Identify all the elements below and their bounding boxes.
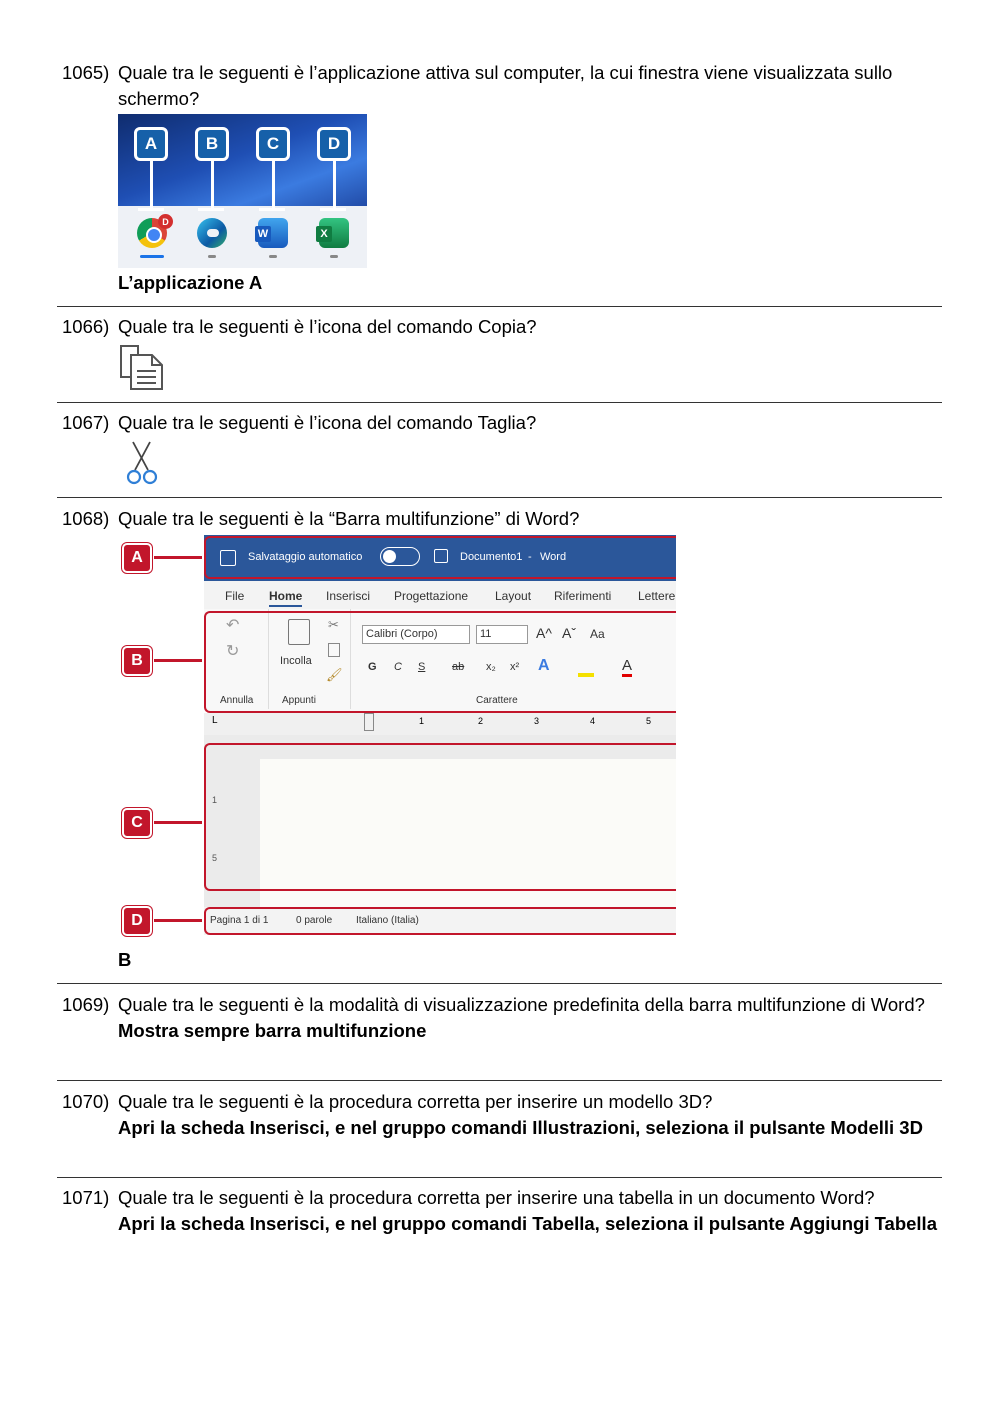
word-screenshot — [118, 535, 676, 937]
app-name: Word — [540, 551, 567, 563]
answer-1065 — [62, 270, 942, 296]
underline-button[interactable]: S — [418, 661, 426, 673]
separator — [57, 1177, 942, 1178]
font-select[interactable]: Calibri (Corpo) — [362, 625, 470, 644]
autosave-label: Salvataggio automatico — [248, 551, 363, 563]
bold-button[interactable]: G — [368, 661, 377, 673]
answer-text: Apri la scheda Inserisci, e nel gruppo comandi Illustrazioni, seleziona il pulsante Modelli 3D — [118, 1117, 923, 1138]
separator — [57, 402, 942, 403]
tab-inserisci[interactable]: Inserisci — [326, 589, 371, 603]
active-indicator — [140, 255, 164, 258]
question-1069 — [62, 992, 942, 1044]
status-page: Pagina 1 di 1 — [210, 915, 269, 926]
separator — [57, 497, 942, 498]
tab-progettazione[interactable]: Progettazione — [394, 589, 469, 603]
label-a-badge: A — [122, 543, 152, 573]
paste-label[interactable]: Incolla — [280, 655, 312, 667]
label-b-badge: B — [195, 127, 229, 161]
scissors-icon — [124, 440, 160, 486]
italic-button[interactable]: C — [394, 661, 402, 673]
question-text: Quale tra le seguenti è la modalità di visualizzazione predefinita della barra multifunzione di Word? — [118, 994, 925, 1015]
separator — [57, 306, 942, 307]
font-size-select[interactable]: 11 — [476, 625, 528, 644]
label-c-badge: C — [256, 127, 290, 161]
excel-icon[interactable]: X — [319, 218, 349, 248]
question-number: 1069) — [62, 994, 110, 1015]
question-1066 — [62, 314, 942, 340]
answer-text: L’applicazione A — [118, 272, 263, 293]
tab-file[interactable]: File — [225, 589, 245, 603]
question-1071 — [62, 1185, 942, 1237]
notification-badge: D — [158, 214, 173, 229]
question-text: Quale tra le seguenti è l’applicazione attiva sul computer, la cui finestra viene visualizzata sullo schermo? — [118, 62, 893, 109]
question-number: 1070) — [62, 1091, 110, 1112]
question-number: 1067) — [62, 412, 110, 433]
undo-icon[interactable]: ↶ — [226, 617, 240, 634]
tab-home[interactable]: Home — [269, 589, 302, 607]
question-text: Quale tra le seguenti è la procedura corretta per inserire un modello 3D? — [118, 1091, 713, 1112]
answer-text: Mostra sempre barra multifunzione — [118, 1020, 427, 1041]
question-text: Quale tra le seguenti è l’icona del comando Taglia? — [118, 412, 537, 433]
question-number: 1065) — [62, 62, 110, 83]
strikethrough-button[interactable]: ab — [452, 661, 465, 673]
label-a-badge: A — [134, 127, 168, 161]
question-1070 — [62, 1089, 942, 1141]
ribbon-tabs — [204, 581, 676, 609]
group-appunti: Appunti — [282, 695, 316, 706]
question-text: Quale tra le seguenti è la “Barra multifunzione” di Word? — [118, 508, 580, 529]
title-bar: Salvataggio automatico Documento1 - Word — [204, 535, 676, 581]
ruler: L 1 2 3 4 5 — [204, 713, 676, 735]
font-color-icon[interactable]: A — [622, 657, 632, 677]
superscript-button[interactable]: x² — [510, 661, 520, 673]
label-c-badge: C — [122, 808, 152, 838]
label-d-badge: D — [317, 127, 351, 161]
separator — [57, 983, 942, 984]
taskbar-image — [118, 114, 367, 268]
question-number: 1071) — [62, 1187, 110, 1208]
status-words: 0 parole — [296, 915, 333, 926]
document-name: Documento1 — [460, 551, 523, 563]
text-effects-icon[interactable]: A — [538, 657, 550, 674]
document-area[interactable]: 1 5 — [204, 735, 676, 907]
group-annulla: Annulla — [220, 695, 254, 706]
question-text: Quale tra le seguenti è la procedura corretta per inserire una tabella in un documento Word? — [118, 1187, 875, 1208]
indent-marker[interactable] — [364, 713, 374, 731]
question-1068 — [62, 506, 942, 532]
word-icon[interactable]: W — [258, 218, 288, 248]
question-1065 — [62, 60, 942, 112]
question-1067 — [62, 410, 942, 436]
answer-text: Apri la scheda Inserisci, e nel gruppo comandi Tabella, seleziona il pulsante Aggiungi Tabella — [118, 1213, 937, 1234]
change-case-button[interactable]: Aa — [590, 627, 605, 641]
question-number: 1066) — [62, 316, 110, 337]
label-d-badge: D — [122, 906, 152, 936]
answer-text: B — [118, 949, 132, 970]
redo-icon[interactable]: ↻ — [226, 643, 240, 660]
status-language: Italiano (Italia) — [356, 915, 419, 926]
grow-font-button[interactable]: A^ — [536, 625, 552, 641]
label-b-badge: B — [122, 646, 152, 676]
group-carattere: Carattere — [476, 695, 518, 706]
question-text: Quale tra le seguenti è l’icona del comando Copia? — [118, 316, 537, 337]
question-number: 1068) — [62, 508, 110, 529]
answer-1068 — [62, 947, 942, 973]
format-painter-icon[interactable]: 🖌 — [326, 667, 343, 682]
shrink-font-button[interactable]: Aˇ — [562, 625, 576, 641]
tab-layout[interactable]: Layout — [495, 589, 532, 603]
tab-lettere[interactable]: Lettere — [638, 589, 676, 603]
cut-icon[interactable]: ✂ — [328, 617, 339, 632]
subscript-button[interactable]: x₂ — [486, 661, 496, 673]
edge-icon[interactable] — [197, 218, 227, 248]
separator — [57, 1080, 942, 1081]
tab-riferimenti[interactable]: Riferimenti — [554, 589, 612, 603]
copy-icon — [118, 343, 166, 391]
